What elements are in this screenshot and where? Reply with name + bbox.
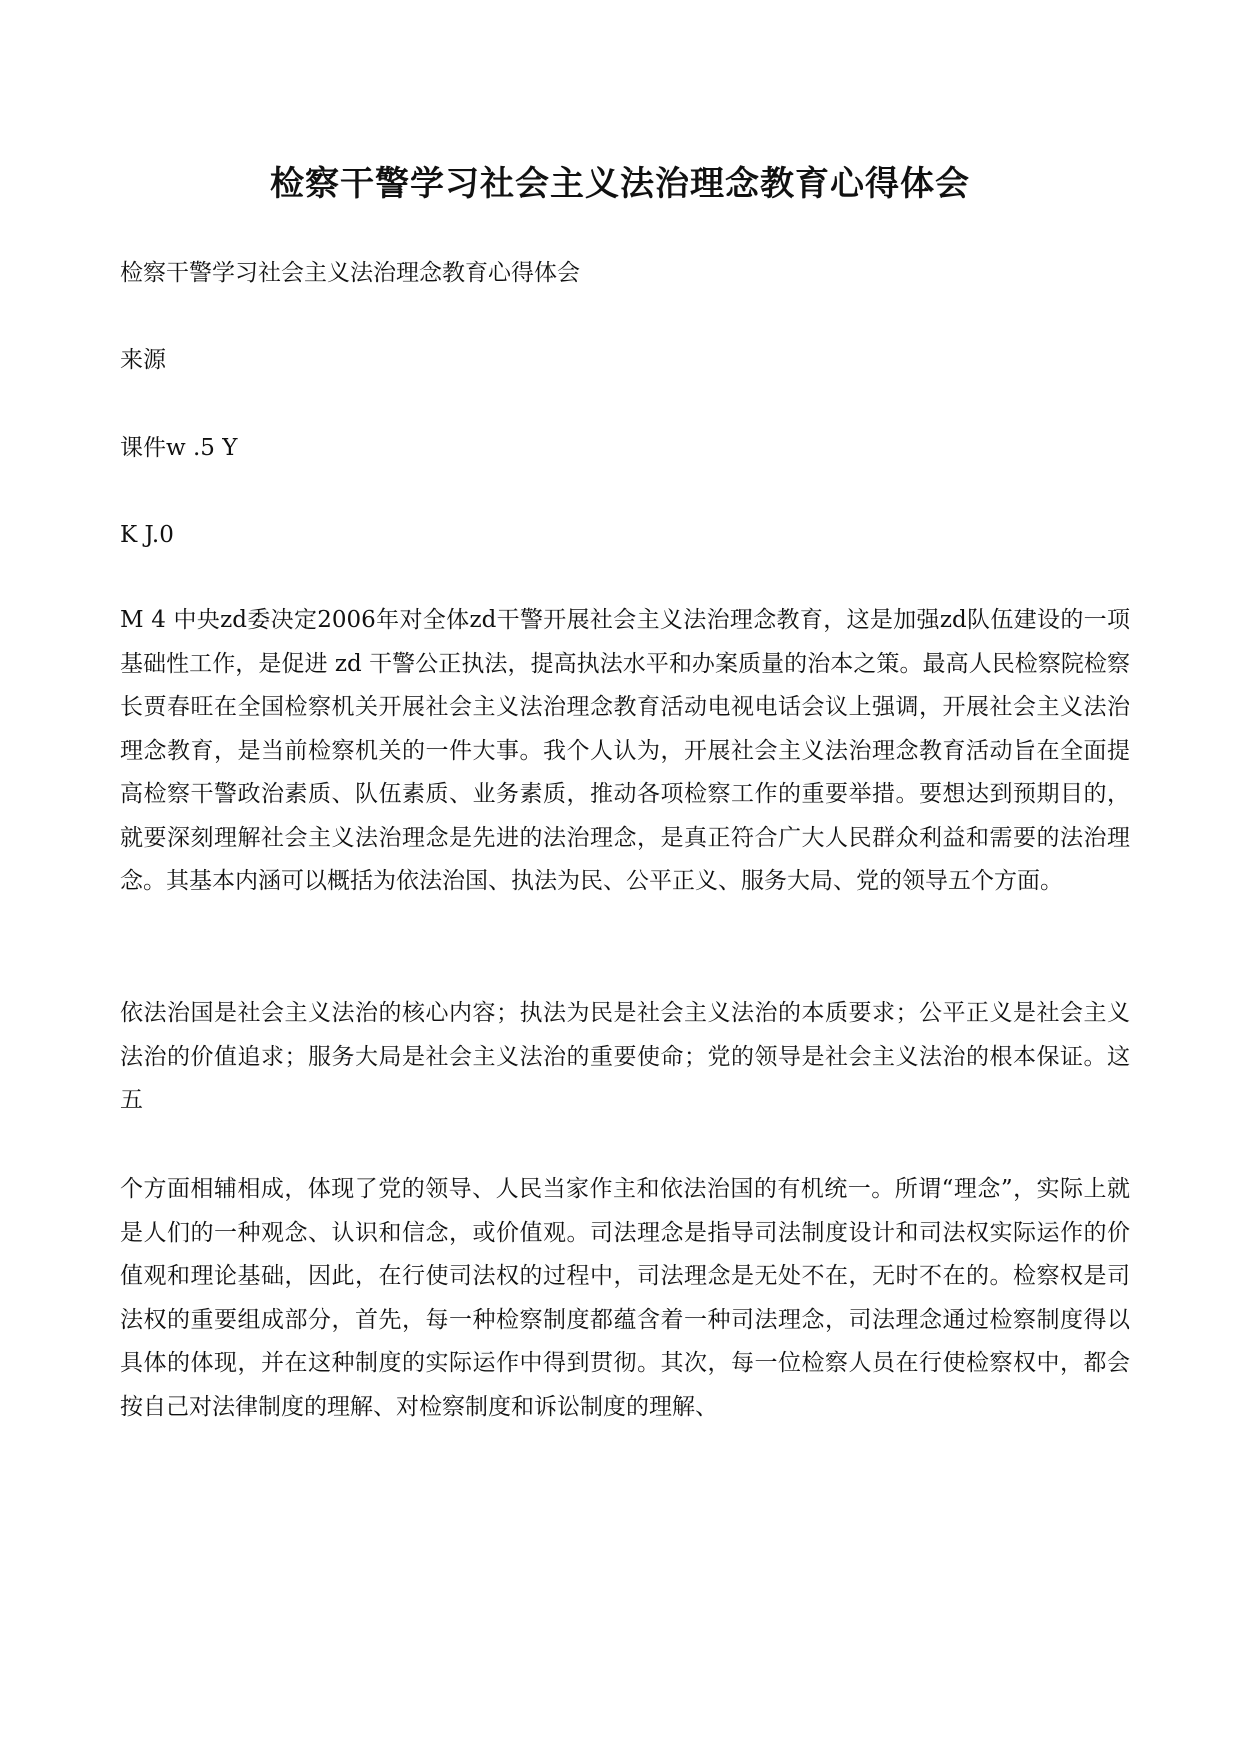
document-subtitle: 检察干警学习社会主义法治理念教育心得体会 xyxy=(120,260,580,286)
source-label: 来源 xyxy=(120,347,166,373)
paragraph-3: 个方面相辅相成，体现了党的领导、人民当家作主和依法治国的有机统一。所谓“理念”，实际上就是人们的一种观念、认识和信念，或价值观。司法理念是指导司法制度设计和司法权实际运作的价值观和理论基础，因此，在行使司法权的过程中，司法理念是无处不在，无时不在的。检察权是司法权的重要组成部分，首先，每一种检察制度都蕴含着一种司法理念，司法理念通过检察制度得以具体的体现，并在这种制度的实际运作中得到贯彻。其次，每一位检察人员在行使检察权中，都会按自己对法律制度的理解、对检察制度和诉讼制度的理解、 xyxy=(120,1176,1130,1420)
kejian-line: 课件w .5 Y xyxy=(120,435,238,461)
paragraph-1: M 4 中央zd委决定2006年对全体zd干警开展社会主义法治理念教育，这是加强zd队伍建设的一项基础性工作，是促进 zd 干警公正执法，提高执法水平和办案质量的治本之策。最高人民检察院检察长贾春旺在全国检察机关开展社会主义法治理念教育活动电视电话会议上强调，开展社会主义法治理念教育，是当前检察机关的一件大事。我个人认为，开展社会主义法治理念教育活动旨在全面提高检察干警政治素质、队伍素质、业务素质，推动各项检察工作的重要举措。要想达到预期目的，就要深刻理解社会主义法治理念是先进的法治理念，是真正符合广大人民群众利益和需要的法治理念。其基本内涵可以概括为依法治国、执法为民、公平正义、服务大局、党的领导五个方面。 xyxy=(120,607,1130,894)
paragraph-2: 依法治国是社会主义法治的核心内容；执法为民是社会主义法治的本质要求；公平正义是社会主义法治的价值追求；服务大局是社会主义法治的重要使命；党的领导是社会主义法治的根本保证。这五 xyxy=(120,1000,1130,1113)
document-title: 检察干警学习社会主义法治理念教育心得体会 xyxy=(270,164,970,204)
kj-line: K J.0 xyxy=(120,522,174,548)
